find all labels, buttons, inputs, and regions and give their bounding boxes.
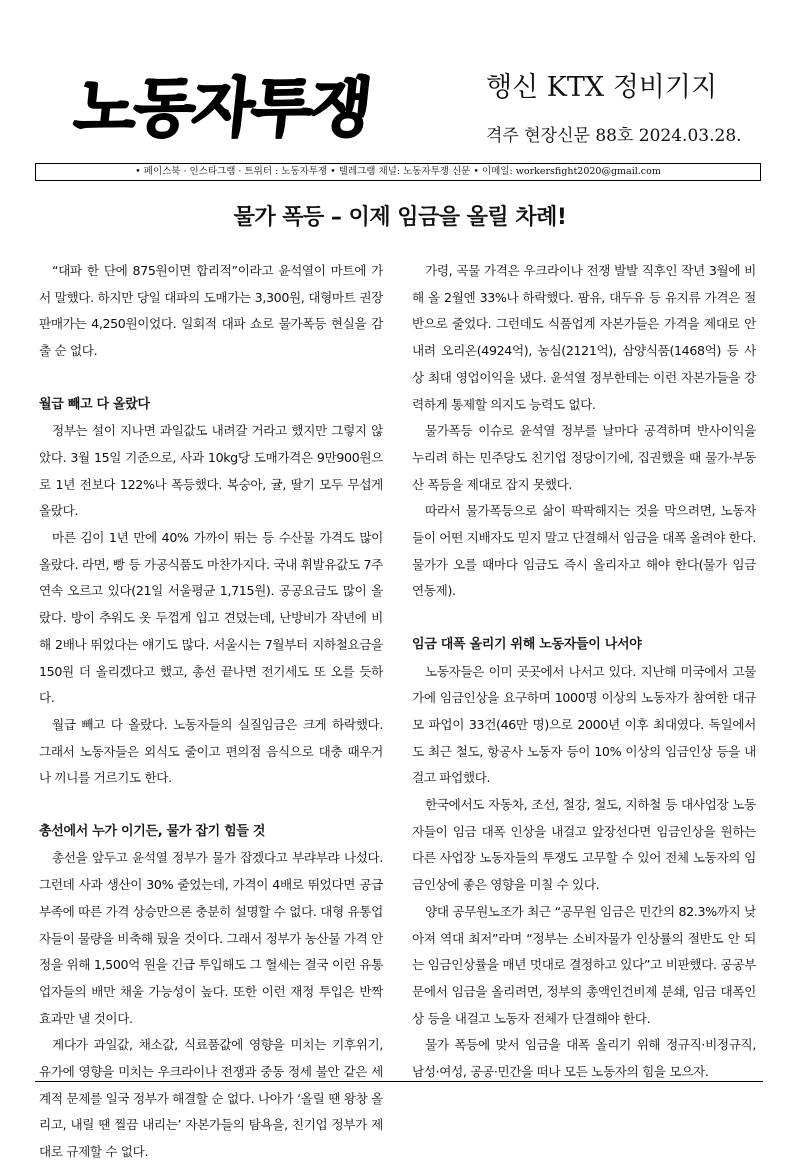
headline: 물가 폭등 – 이제 임금을 올릴 차례! [233,205,567,230]
body-paragraph: 마른 김이 1년 만에 40% 가까이 뛰는 등 수산물 가격도 많이 올랐다. 라면, 빵 등 가공식품도 마찬가지다. 국내 휘발유값도 7주 연속 오르고 있다(21일 서울평균 1,715원). 공공요금도 많이 올랐다. 방이 추워도 옷 두껍게 입고 견뎠는데, 난방비가 작년에 비해 2배나 뛰었다는 얘기도 많다. 서울시는 7월부터 지하철요금을 150원 더 올리겠다고 했고, 총선 끝나면 전기세도 또 오를 듯하다. [39,530,383,706]
masthead [60,58,760,158]
body-paragraph: 양대 공무원노조가 최근 “공무원 임금은 민간의 82.3%까지 낮아져 역대 최저”라며 “정부는 소비자물가 인상률의 절반도 안 되는 임금인상률을 매년 멋대로 결정하고 있다”고 비판했다. 공공부문에서 임금을 올리려면, 정부의 총액인건비제 분쇄, 임금 대폭인상 등을 내걸고 노동자 전체가 단결해야 한다. [412,903,756,1026]
contact-bar: • 페이스북 · 인스타그램 · 트위터 : 노동자투쟁 • 텔레그램 채널: 노동자투쟁 신문 • 이메일: workersfight2020@gmail.com [35,163,761,181]
intro-paragraph: “대파 한 단에 875원이면 합리적”이라고 윤석열이 마트에 가서 말했다. 하지만 당일 대파의 도매가는 3,300원, 대형마트 권장 판매가는 4,250원이었다. 일회적 대파 쇼로 물가폭등 현실을 감출 순 없다. [39,263,383,359]
body-paragraph: 정부는 설이 지나면 과일값도 내려갈 거라고 했지만 그렇지 않았다. 3월 15일 기준으로, 사과 10kg당 도매가격은 9만900원으로 1년 전보다 122%나 폭등했다. 복숭아, 귤, 딸기 모두 무섭게 올랐다. [39,423,383,519]
body-paragraph: 가령, 곡물 가격은 우크라이나 전쟁 발발 직후인 작년 3월에 비해 올 2월엔 33%나 하락했다. 팜유, 대두유 등 유지류 가격은 절반으로 줄었다. 그런데도 식품업계 자본가들은 가격을 제대로 안 내려 오리온(4924억), 농심(2121억), 삼양식품(1468억) 등 사상 최대 영업이익을 냈다. 윤석열 정부한테는 이런 자본가들을 강력하게 통제할 의지도 능력도 없다. [412,263,756,412]
section-spacer [39,792,383,819]
body-paragraph: 따라서 물가폭등으로 삶이 팍팍해지는 것을 막으려면, 노동자들이 어떤 지배자도 믿지 말고 단결해서 임금을 대폭 올려야 한다. 물가가 오를 때마다 임금도 즉시 올리자고 해야 한다(물가 임금 연동제). [412,503,756,599]
right-column [412,258,756,1086]
body-paragraph: 총선을 앞두고 윤석열 정부가 물가 잡겠다고 부랴부랴 나섰다. 그런데 사과 생산이 30% 줄었는데, 가격이 4배로 뛰었다면 공급 부족에 따른 가격 상승만으론 충분히 설명할 수 없다. 대형 유통업자들이 물량을 비축해 뒀을 것이다. 그래서 정부가 농산물 가격 안정을 위해 1,500억 원을 긴급 투입해도 그 혈세는 결국 이런 유통업자들의 배만 채울 가능성이 높다. 또한 이런 재정 투입은 반짝 효과만 낼 것이다. [39,850,383,1026]
workplace-title: 행신 KTX 정비기지 [486,72,718,103]
section-spacer [412,605,756,632]
bottom-rule [35,1081,763,1082]
section-heading: 임금 대폭 올리기 위해 노동자들이 나서야 [412,636,642,652]
body-paragraph: 물가 폭등에 맞서 임금을 대폭 올리기 위해 정규직·비정규직, 남성·여성, 공공·민간을 떠나 모든 노동자의 힘을 모으자. [412,1037,756,1080]
body-paragraph: 한국에서도 자동차, 조선, 철강, 철도, 지하철 등 대사업장 노동자들이 임금 대폭 인상을 내걸고 앞장선다면 임금인상을 원하는 다른 사업장 노동자들의 투쟁도 고무할 수 있어 전체 노동자의 임금인상에 좋은 영향을 미칠 수 있다. [412,797,756,893]
body-paragraph: 노동자들은 이미 곳곳에서 나서고 있다. 지난해 미국에서 고물가에 임금인상을 요구하며 1000명 이상의 노동자가 참여한 대규모 파업이 33건(46만 명)으로 2000년 이후 최대였다. 독일에서도 최근 철도, 항공사 노동자 등이 10% 이상의 임금인상 등을 내걸고 파업했다. [412,663,756,786]
body-paragraph: 게다가 과일값, 채소값, 식료품값에 영향을 미치는 기후위기, 유가에 영향을 미치는 우크라이나 전쟁과 중동 정세 불안 같은 세계적 문제를 일국 정부가 해결할 순 없다. 나아가 ‘올릴 땐 왕창 올리고, 내릴 땐 찔끔 내리는’ 자본가들의 탐욕을, 친기업 정부가 제대로 규제할 수 없다. [39,1037,383,1160]
body-paragraph: 월급 빼고 다 올랐다. 노동자들의 실질임금은 크게 하락했다. 그래서 노동자들은 외식도 줄이고 편의점 음식으로 대충 때우거나 끼니를 거르기도 한다. [39,716,383,786]
section-heading: 월급 빼고 다 올랐다 [39,396,150,412]
newspaper-logo: 노동자투쟁 [70,72,373,146]
issue-info: 격주 현장신문 88호 2024.03.28. [486,126,742,146]
section-spacer [39,365,383,392]
left-column [39,258,383,1166]
body-paragraph: 물가폭등 이슈로 윤석열 정부를 날마다 공격하며 반사이익을 누리려 하는 민주당도 친기업 정당이기에, 집권했을 때 물가·부동산 폭등을 제대로 잡지 못했다. [412,423,756,492]
section-heading: 총선에서 누가 이기든, 물가 잡기 힘들 것 [39,823,266,839]
